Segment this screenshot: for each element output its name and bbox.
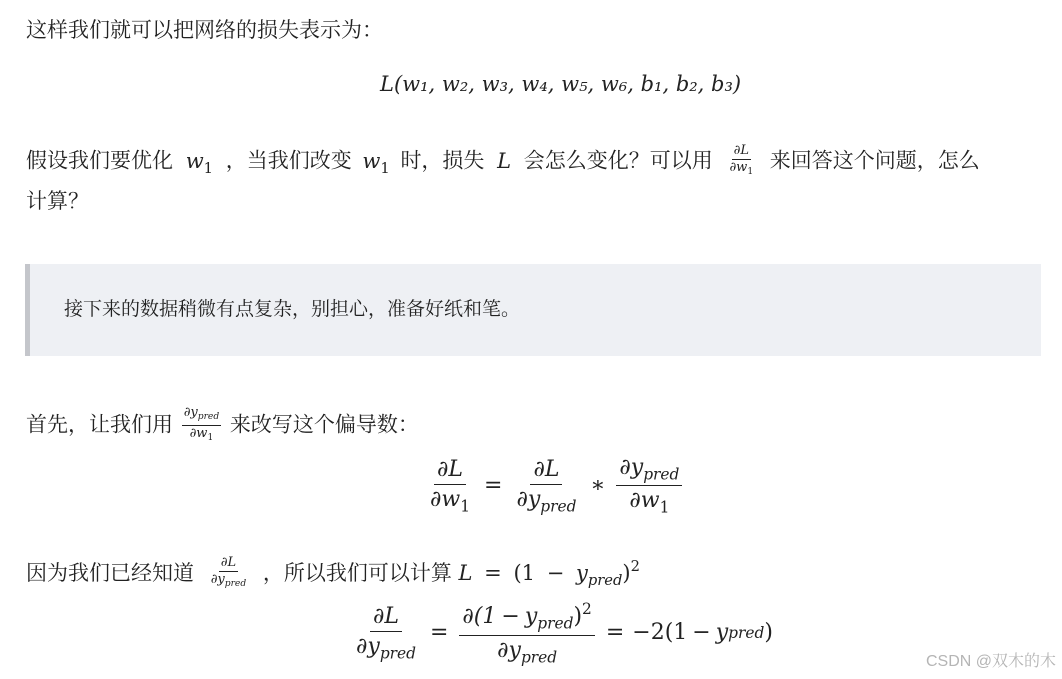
frac-den	[353, 632, 419, 662]
den-sub: pred	[224, 579, 247, 590]
y-sub: pred	[587, 571, 623, 589]
L-symbol: L	[497, 148, 512, 173]
frac-num	[616, 455, 682, 486]
w-letter: w	[362, 148, 381, 173]
known-paragraph	[26, 552, 640, 596]
close-paren: )	[573, 604, 583, 630]
minus-sign-2: −	[692, 620, 711, 646]
frac-num	[459, 600, 594, 636]
frac-num	[182, 406, 221, 426]
equals-sign: =	[484, 560, 502, 585]
frac-den	[209, 572, 248, 591]
frac-den	[494, 636, 560, 666]
loss-derivative-equation	[350, 600, 773, 666]
den-sub: 1	[460, 497, 471, 516]
frac-den	[727, 160, 755, 179]
intro-sentence: 这样我们就可以把网络的损失表示为：	[26, 18, 383, 42]
q-text-5: 来回答这个问题，怎么	[769, 148, 980, 173]
frac-num: ∂L	[434, 457, 466, 485]
num-text: ∂y	[619, 455, 644, 480]
den-text: ∂y	[210, 572, 225, 588]
den-sub: 1	[207, 433, 214, 444]
y-letter: y	[715, 620, 729, 646]
equals-sign: =	[429, 620, 449, 646]
loss-symbol: L	[380, 72, 394, 96]
minus-sign: −	[546, 560, 565, 585]
q-text-6: 计算？	[26, 189, 89, 213]
question-paragraph-cont	[26, 186, 89, 216]
w-sub: 1	[203, 159, 214, 177]
q-text-2: ，当我们改变	[225, 148, 352, 173]
dL-dypred-fraction	[209, 556, 248, 591]
minus-sign: −	[501, 604, 520, 630]
L-letter: L	[458, 560, 473, 585]
rw-text-1: 首先，让我们用	[26, 412, 173, 437]
den-text: ∂w	[629, 488, 660, 514]
loss-definition	[458, 558, 640, 589]
blockquote	[25, 264, 1041, 356]
open-paren-one: (1	[513, 560, 536, 585]
num-sub: pred	[643, 465, 680, 484]
w1-symbol	[185, 148, 214, 177]
intro-text	[26, 15, 383, 45]
kn-text-1: 因为我们已经知道	[26, 560, 194, 585]
question-paragraph	[26, 144, 980, 184]
den-sub: pred	[379, 644, 416, 663]
num-text: ∂y	[183, 405, 198, 420]
loss-function-formula	[380, 72, 741, 96]
den-text: ∂w	[189, 426, 208, 442]
kn-text-2: ，所以我们可以计算	[262, 560, 452, 585]
rewrite-paragraph	[26, 406, 419, 445]
frac-den	[188, 426, 216, 445]
d-loss-frac	[459, 600, 594, 666]
den-sub: pred	[520, 647, 558, 666]
equals-sign: =	[484, 473, 503, 499]
den-text: ∂y	[516, 486, 541, 512]
square-exp: 2	[630, 558, 640, 575]
dypred-dw1-fraction	[182, 406, 221, 445]
rw-text-2: 来改写这个偏导数：	[229, 412, 419, 437]
csdn-watermark: CSDN @双木的木	[925, 653, 1056, 670]
num-sub: pred	[197, 412, 220, 423]
frac-num: ∂L	[530, 457, 562, 485]
den-text: ∂w	[430, 486, 461, 512]
den-text: ∂y	[497, 637, 521, 663]
q-text-4: 会怎么变化？可以用	[523, 148, 713, 173]
blockquote-text: 接下来的数据稍微有点复杂，别担心，准备好纸和笔。	[64, 298, 521, 320]
times-sign: ∗	[590, 473, 606, 499]
dypred-dw1-frac	[616, 455, 682, 517]
dL-dypred-frac	[353, 604, 419, 662]
frac-den	[626, 486, 672, 516]
den-text: ∂y	[356, 633, 380, 659]
frac-num: ∂L	[370, 604, 402, 632]
frac-num: ∂L	[733, 143, 749, 158]
den-sub: 1	[659, 498, 670, 517]
q-text-3: 时，损失	[400, 148, 485, 173]
w1-symbol-2	[362, 148, 390, 177]
w-letter: w	[185, 148, 204, 173]
close-paren: )	[764, 620, 773, 646]
y-letter: y	[524, 604, 538, 630]
frac-den	[427, 485, 473, 515]
frac-num: ∂L	[220, 555, 237, 571]
loss-args: (w₁, w₂, w₃, w₄, w₅, w₆, b₁, b₂, b₃)	[393, 72, 742, 96]
equals-sign-2: =	[605, 620, 625, 646]
y-letter: y	[576, 560, 588, 585]
dL-dw1-frac	[427, 457, 473, 515]
den-sub: 1	[747, 167, 754, 178]
dL-dw1-fraction	[727, 144, 755, 179]
dL-dypred-frac	[513, 457, 579, 515]
neg-two-open: −2(1	[632, 620, 688, 646]
den-sub: pred	[540, 497, 577, 516]
close-paren: )	[622, 560, 631, 585]
chain-rule-equation	[424, 455, 685, 517]
den-text: ∂w	[729, 160, 748, 175]
q-text-1: 假设我们要优化	[26, 148, 173, 173]
w-sub: 1	[380, 159, 390, 177]
y-sub: pred	[728, 623, 765, 642]
frac-den	[513, 485, 579, 515]
square-exp: 2	[582, 600, 592, 618]
y-sub: pred	[537, 614, 574, 633]
num-open: ∂(1	[462, 604, 497, 630]
